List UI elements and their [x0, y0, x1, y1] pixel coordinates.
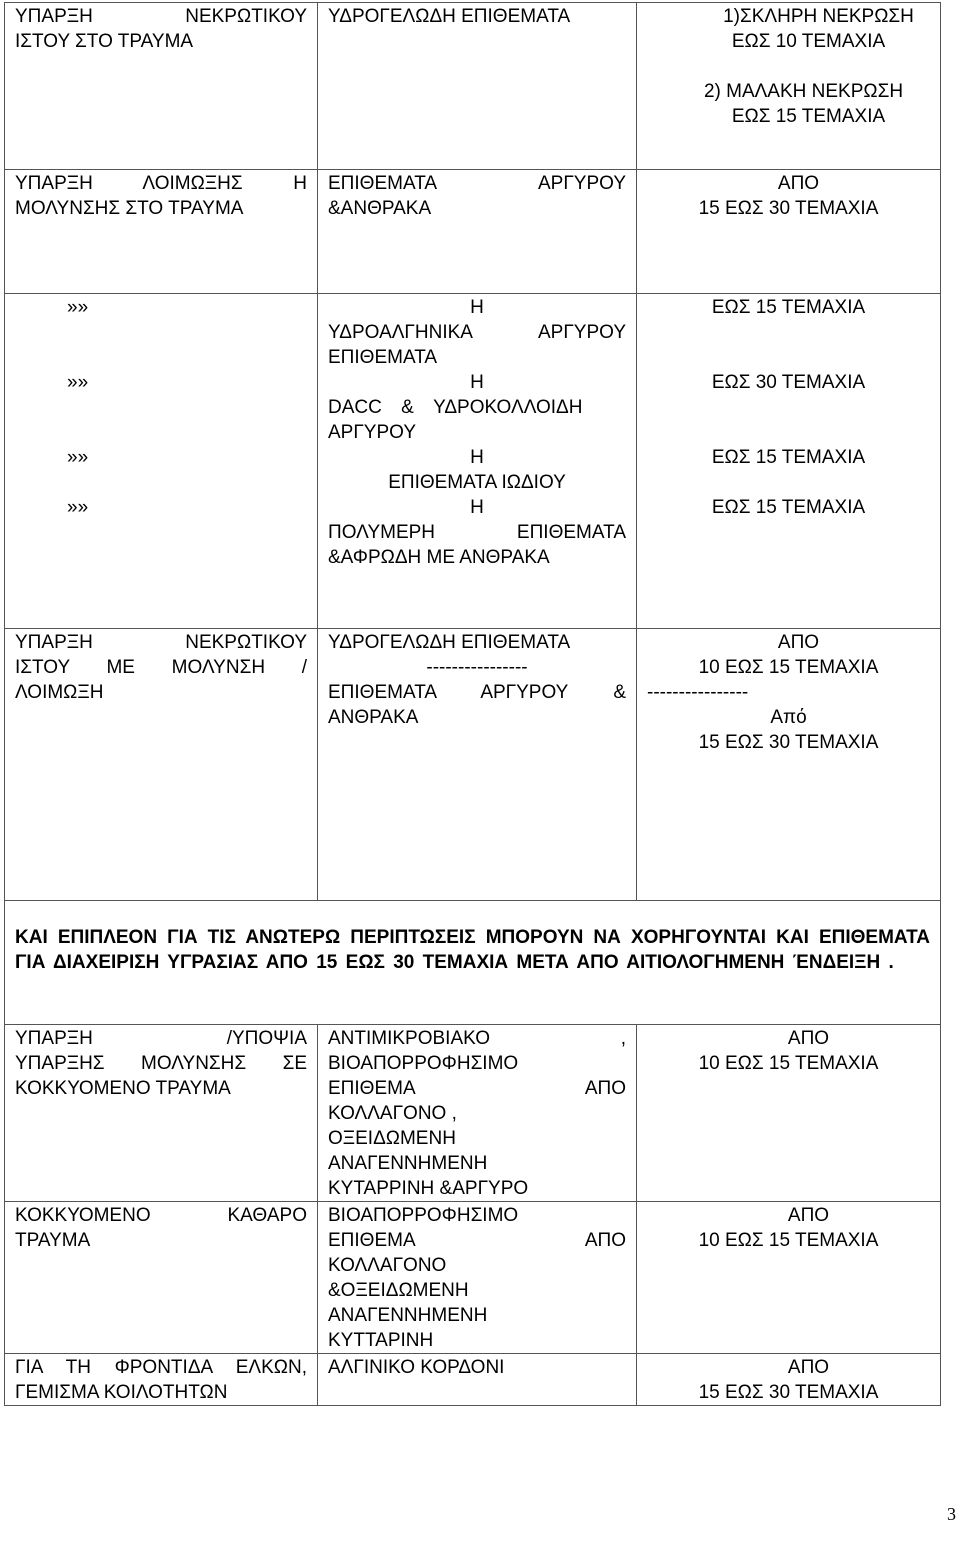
quantity-line: 1)ΣΚΛΗΡΗ ΝΕΚΡΩΣΗ	[723, 6, 914, 27]
quantity-line: Από	[770, 707, 807, 728]
dressing-line: ΕΠΙΘΕΜΑΤΑ ΑΡΓΥΡΟΥ &	[328, 682, 626, 703]
quantity-line: ΕΩΣ 30 ΤΕΜΑΧΙΑ	[711, 372, 866, 393]
dressing-line: ΕΠΙΘΕΜΑΤΑ	[328, 347, 438, 368]
alt-marker: »»	[67, 447, 89, 468]
spacer	[647, 54, 930, 79]
dressing-table	[4, 2, 941, 1406]
condition-line: ΓΙΑ ΤΗ ΦΡΟΝΤΙΔΑ ΕΛΚΩΝ,	[15, 1357, 307, 1378]
quantity-cell	[637, 170, 941, 294]
condition-line: ΥΠΑΡΞΗ ΛΟΙΜΩΞΗΣ Η	[15, 173, 307, 194]
dressing-line: ΑΝΑΓΕΝΝΗΜΕΝΗ	[328, 1153, 488, 1174]
quantity-line: ΑΠΟ	[777, 632, 820, 653]
alt-or: Η	[470, 372, 484, 393]
dressing-line: ΕΠΙΘΕΜΑΤΑ ΙΩΔΙΟΥ	[388, 472, 566, 493]
dressing-line: ΥΔΡΟΓΕΛΩΔΗ ΕΠΙΘΕΜΑΤΑ	[328, 6, 571, 27]
dressing-line: ΕΠΙΘΕΜΑ ΑΠΟ	[328, 1230, 626, 1251]
condition-line: ΥΠΑΡΞΗ /ΥΠΟΨΙΑ	[15, 1028, 307, 1049]
dressing-line: ΒΙΟΑΠΟΡΡΟΦΗΣΙΜΟ	[328, 1053, 519, 1074]
quantity-line: 10 ΕΩΣ 15 ΤΕΜΑΧΙΑ	[698, 1053, 879, 1074]
note-row	[5, 901, 941, 1025]
alt-item	[328, 495, 626, 570]
alt-item	[328, 445, 626, 495]
quantity-cell	[637, 1354, 941, 1406]
condition-line: ΤΡΑΥΜΑ	[15, 1230, 91, 1251]
quantity-line: 15 ΕΩΣ 30 ΤΕΜΑΧΙΑ	[698, 1382, 879, 1403]
dressing-cell	[318, 1354, 637, 1406]
table-row	[5, 170, 941, 294]
quantity-line: 10 ΕΩΣ 15 ΤΕΜΑΧΙΑ	[698, 657, 879, 678]
table-row	[5, 1202, 941, 1354]
condition-line: ΥΠΑΡΞΗ ΝΕΚΡΩΤΙΚΟΥ	[15, 632, 307, 653]
quantity-cell	[637, 3, 941, 170]
quantity-line: ΑΠΟ	[787, 1028, 830, 1049]
table-row	[5, 294, 941, 629]
quantity-line: ΑΠΟ	[787, 1357, 830, 1378]
alt-or: Η	[470, 447, 484, 468]
quantity-line: ΑΠΟ	[777, 173, 820, 194]
table-row	[5, 3, 941, 170]
condition-cell	[5, 3, 318, 170]
dressing-line: ΑΝΘΡΑΚΑ	[328, 707, 419, 728]
condition-line: ΚΟΚΚΥΟΜΕΝΟ ΚΑΘΑΡΟ	[15, 1205, 307, 1226]
quantity-cell	[637, 1025, 941, 1202]
quantity-line: 15 ΕΩΣ 30 ΤΕΜΑΧΙΑ	[698, 732, 879, 753]
divider-line: ----------------	[426, 657, 528, 678]
condition-line: ΜΟΛΥΝΣΗΣ ΣΤΟ ΤΡΑΥΜΑ	[15, 198, 244, 219]
condition-cell	[5, 629, 318, 901]
page-number: 3	[947, 1504, 956, 1524]
dressing-line: ΕΠΙΘΕΜΑ ΑΠΟ	[328, 1078, 626, 1099]
condition-line: ΚΟΚΚΥΟΜΕΝΟ ΤΡΑΥΜΑ	[15, 1078, 231, 1099]
table-row	[5, 629, 941, 901]
dressing-line: ΚΟΛΛΑΓΟΝΟ ,	[328, 1103, 457, 1124]
dressing-line: ΑΝΑΓΕΝΝΗΜΕΝΗ	[328, 1305, 488, 1326]
condition-cell	[5, 1202, 318, 1354]
condition-line: ΙΣΤΟΥ ΣΤΟ ΤΡΑΥΜΑ	[15, 31, 194, 52]
condition-line: ΛΟΙΜΩΞΗ	[15, 682, 104, 703]
dressing-line: ΑΡΓΥΡΟΥ	[328, 422, 416, 443]
table-row	[5, 1025, 941, 1202]
dressing-line: ΕΠΙΘΕΜΑΤΑ ΑΡΓΥΡΟΥ	[328, 173, 626, 194]
dressing-cell	[318, 3, 637, 170]
quantity-line: ΕΩΣ 15 ΤΕΜΑΧΙΑ	[711, 297, 866, 318]
table-row	[5, 1354, 941, 1406]
condition-cell	[5, 1354, 318, 1406]
alt-item	[328, 370, 626, 445]
quantity-cell	[637, 1202, 941, 1354]
dressing-line: ΠΟΛΥΜΕΡΗ ΕΠΙΘΕΜΑΤΑ	[328, 522, 626, 543]
alt-or: Η	[470, 497, 484, 518]
dressing-line: ΥΔΡΟΑΛΓΗΝΙΚΑ ΑΡΓΥΡΟΥ	[328, 322, 626, 343]
quantity-line: ΑΠΟ	[787, 1205, 830, 1226]
dressing-line: &ΑΦΡΩΔΗ ΜΕ ΑΝΘΡΑΚΑ	[328, 547, 550, 568]
quantity-line: 15 ΕΩΣ 30 ΤΕΜΑΧΙΑ	[698, 198, 879, 219]
quantity-line: ΕΩΣ 15 ΤΕΜΑΧΙΑ	[711, 497, 866, 518]
dressing-line: ΒΙΟΑΠΟΡΡΟΦΗΣΙΜΟ	[328, 1205, 519, 1226]
alternatives-dressing-cell	[318, 294, 637, 629]
dressing-line: ΚΥΤΑΡΡΙΝΗ &ΑΡΓΥΡΟ	[328, 1178, 529, 1199]
condition-line: ΓΕΜΙΣΜΑ ΚΟΙΛΟΤΗΤΩΝ	[15, 1382, 228, 1403]
alt-item	[328, 295, 626, 370]
alt-marker: »»	[67, 372, 89, 393]
condition-line: ΙΣΤΟΥ ΜΕ ΜΟΛΥΝΣΗ /	[15, 657, 307, 678]
quantity-cell	[637, 629, 941, 901]
quantity-line: 2) ΜΑΛΑΚΗ ΝΕΚΡΩΣΗ	[703, 81, 904, 102]
dressing-line: ΚΥΤΤΑΡΙΝΗ	[328, 1330, 434, 1351]
quantity-line: 10 ΕΩΣ 15 ΤΕΜΑΧΙΑ	[698, 1230, 879, 1251]
dressing-cell	[318, 170, 637, 294]
alt-or: Η	[470, 297, 484, 318]
note-text: ΚΑΙ ΕΠΙΠΛΕΟΝ ΓΙΑ ΤΙΣ ΑΝΩΤΕΡΩ ΠΕΡΙΠΤΩΣΕΙΣ ΜΠΟΡΟΥΝ ΝΑ ΧΟΡΗΓΟΥΝΤΑΙ ΚΑΙ ΕΠΙΘΕΜΑΤΑ ΓΙΑ ΔΙΑΧΕΙΡΙΣΗ ΥΓΡΑΣΙΑΣ ΑΠΟ 15 ΕΩΣ 30 ΤΕΜΑΧΙΑ ΜΕΤΑ ΑΠΟ ΑΙΤΙΟΛΟΓΗΜΕΝΗ ΈΝΔΕΙΞΗ .	[15, 927, 930, 973]
alt-marker: »»	[67, 297, 89, 318]
dressing-line: ΑΝΤΙΜΙΚΡΟΒΙΑΚΟ ,	[328, 1028, 626, 1049]
dressing-line: DACC & ΥΔΡΟΚΟΛΛΟΙΔΗ	[328, 397, 583, 418]
condition-cell	[5, 170, 318, 294]
alternatives-quantity-cell	[637, 294, 941, 629]
divider-line: ----------------	[647, 682, 749, 703]
dressing-line: ΟΞΕΙΔΩΜΕΝΗ	[328, 1128, 456, 1149]
alternatives-marker-cell	[5, 294, 318, 629]
quantity-line: ΕΩΣ 15 ΤΕΜΑΧΙΑ	[711, 447, 866, 468]
dressing-cell	[318, 629, 637, 901]
alt-marker: »»	[67, 497, 89, 518]
dressing-line: &ΟΞΕΙΔΩΜΕΝΗ	[328, 1280, 469, 1301]
dressing-line: ΑΛΓΙΝΙΚΟ ΚΟΡΔΟΝΙ	[328, 1357, 505, 1378]
quantity-line: ΕΩΣ 15 ΤΕΜΑΧΙΑ	[731, 106, 886, 127]
note-cell	[5, 901, 941, 1025]
condition-line: ΥΠΑΡΞΗΣ ΜΟΛΥΝΣΗΣ ΣΕ	[15, 1053, 307, 1074]
dressing-cell	[318, 1025, 637, 1202]
dressing-line: ΥΔΡΟΓΕΛΩΔΗ ΕΠΙΘΕΜΑΤΑ	[328, 632, 571, 653]
condition-line: ΥΠΑΡΞΗ ΝΕΚΡΩΤΙΚΟΥ	[15, 6, 307, 27]
dressing-line: &ΑΝΘΡΑΚΑ	[328, 198, 432, 219]
dressing-line: ΚΟΛΛΑΓΟΝΟ	[328, 1255, 447, 1276]
dressing-cell	[318, 1202, 637, 1354]
condition-cell	[5, 1025, 318, 1202]
quantity-line: ΕΩΣ 10 ΤΕΜΑΧΙΑ	[731, 31, 886, 52]
